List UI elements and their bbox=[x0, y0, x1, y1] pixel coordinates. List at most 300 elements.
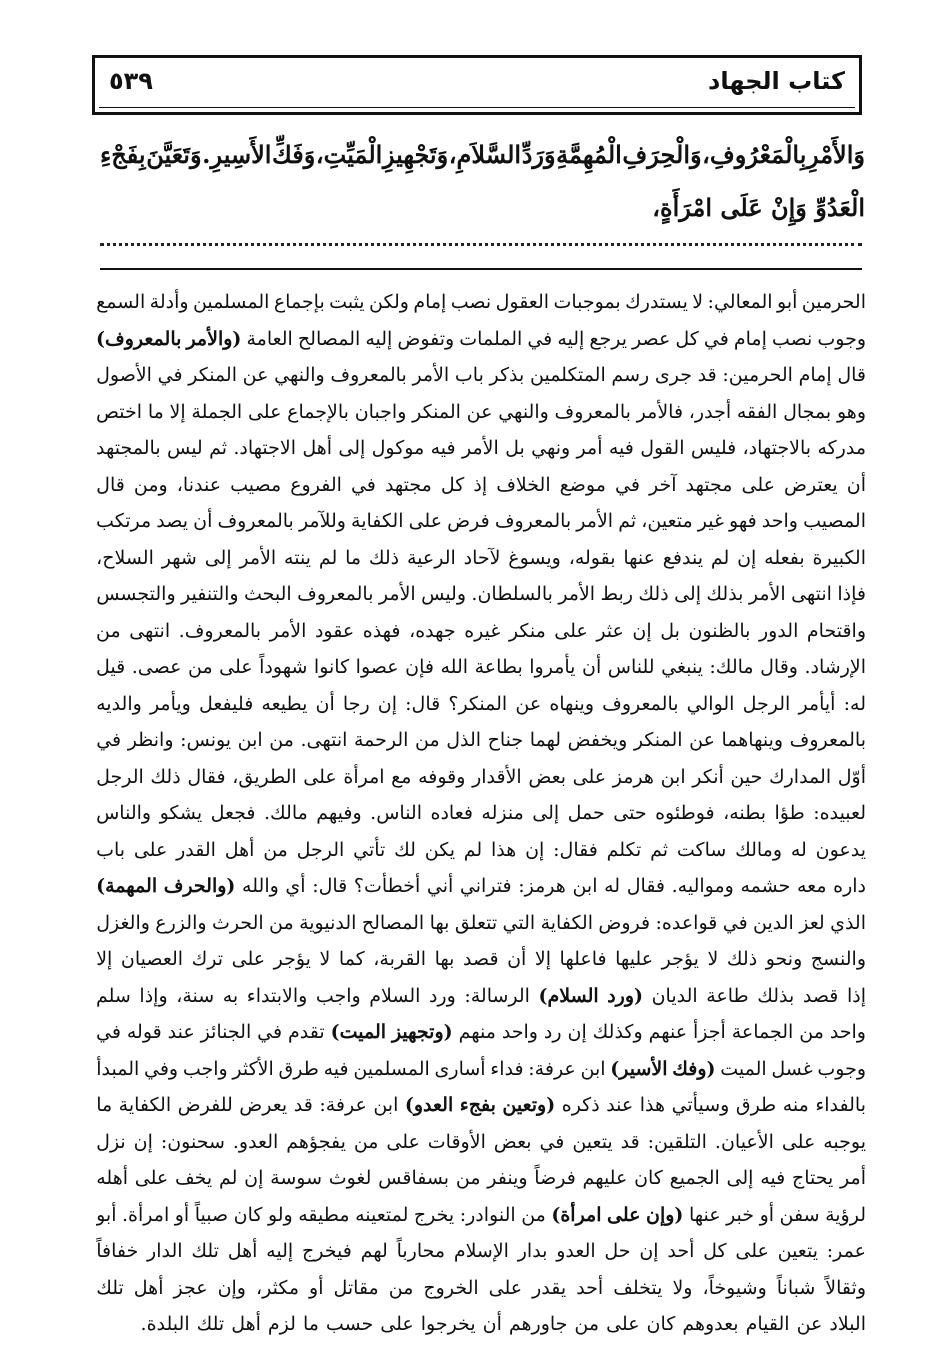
commentary-word: يندفع bbox=[662, 546, 703, 569]
commentary-word: بطاعة bbox=[474, 656, 523, 678]
commentary-line bbox=[96, 1233, 866, 1270]
commentary-word: قد bbox=[293, 1094, 313, 1116]
commentary-word: غسل bbox=[771, 1057, 813, 1080]
commentary-word: إن bbox=[525, 838, 545, 861]
commentary-word: فهو bbox=[729, 510, 757, 532]
commentary-word: وسيأتي bbox=[671, 1094, 730, 1116]
commentary-word: من bbox=[521, 1203, 546, 1226]
commentary-line bbox=[96, 686, 866, 723]
commentary-word: في bbox=[703, 327, 729, 350]
commentary-word: بالمعروف bbox=[554, 400, 631, 423]
commentary-word: الدين bbox=[753, 911, 794, 934]
commentary-word: ثم bbox=[618, 510, 637, 532]
main-text-word: وَرَدِّ bbox=[521, 140, 556, 169]
commentary-word: وليس bbox=[421, 583, 467, 605]
commentary-word: وإن bbox=[217, 1276, 246, 1299]
commentary-word: كان bbox=[646, 1313, 676, 1335]
main-text-word: وَالْحِرَفِ bbox=[622, 140, 702, 169]
commentary-word: معه bbox=[796, 875, 827, 897]
commentary-highlight-word: السلام) bbox=[538, 984, 599, 1007]
commentary-word: الجميع bbox=[669, 1167, 720, 1189]
commentary-word: في bbox=[157, 364, 183, 386]
commentary-word: إن bbox=[244, 1167, 264, 1189]
commentary-word: ورد bbox=[428, 984, 456, 1007]
commentary-word: أهل bbox=[231, 1313, 261, 1335]
commentary-word: لا bbox=[692, 291, 704, 313]
commentary-line bbox=[96, 1051, 866, 1088]
commentary-word: لهم bbox=[360, 1240, 388, 1262]
commentary-word: بل bbox=[505, 437, 525, 459]
commentary-word: إلا bbox=[169, 400, 186, 423]
commentary-word: موكول bbox=[371, 437, 425, 459]
commentary-word: التلقين: bbox=[647, 1130, 707, 1153]
commentary-rule bbox=[100, 268, 862, 270]
commentary-word: أن bbox=[507, 948, 527, 970]
commentary-word: يخرج bbox=[413, 1203, 455, 1226]
commentary-highlight-word: (وتعين bbox=[502, 1094, 556, 1116]
commentary-word: في bbox=[257, 1021, 283, 1043]
commentary-word: البلاد bbox=[829, 1313, 866, 1335]
commentary-word: ومالك bbox=[735, 838, 783, 861]
commentary-highlight-word: بفجء bbox=[459, 1094, 496, 1116]
commentary-word: ويأمر bbox=[149, 692, 191, 715]
commentary-word: على bbox=[488, 1276, 523, 1299]
commentary-word: فقال bbox=[626, 875, 666, 897]
commentary-word: الكفاية bbox=[540, 911, 593, 934]
commentary-word: وقوفه bbox=[418, 765, 466, 788]
commentary-word: لمتعينه bbox=[355, 1203, 409, 1226]
commentary-word: فيه bbox=[323, 1057, 349, 1080]
commentary-word: بالمعروف bbox=[297, 583, 374, 605]
commentary-word: البلدة. bbox=[140, 1313, 190, 1335]
commentary-word: تلك bbox=[96, 1276, 124, 1299]
commentary-line bbox=[96, 941, 866, 978]
commentary-word: عند bbox=[606, 1094, 634, 1116]
commentary-word: يدعون bbox=[815, 838, 866, 861]
commentary-word: القربة، bbox=[373, 948, 427, 970]
commentary-word: في bbox=[96, 1021, 121, 1043]
commentary-word: بالمعروف bbox=[494, 510, 572, 532]
commentary-word: يعرض bbox=[239, 1094, 288, 1116]
commentary-word: عن bbox=[466, 400, 493, 423]
commentary-line bbox=[96, 1087, 866, 1124]
commentary-line bbox=[96, 759, 866, 796]
main-text-line: الْعَدُوِّ وَإِنْ عَلَى امْرَأَةٍ، bbox=[652, 193, 865, 222]
commentary-word: أسارى bbox=[434, 1057, 486, 1080]
commentary-word: الدار bbox=[147, 1240, 183, 1262]
commentary-word: لآحاد bbox=[463, 546, 501, 569]
commentary-word: بقوله، bbox=[568, 546, 616, 569]
commentary-word: سنة، bbox=[176, 984, 215, 1007]
commentary-word: واجب bbox=[182, 1057, 228, 1080]
commentary-word: شهوداً bbox=[259, 656, 308, 678]
commentary-word: واحد bbox=[829, 1021, 866, 1043]
commentary-word: منهم bbox=[458, 1021, 496, 1043]
running-header-content bbox=[109, 64, 845, 98]
commentary-word: أنكر bbox=[692, 765, 724, 788]
commentary-word: وفي bbox=[143, 1057, 179, 1080]
commentary-word: أي bbox=[285, 875, 306, 897]
main-text-word: الأَسِيرِ. bbox=[202, 140, 272, 169]
commentary-word: الملمات bbox=[459, 327, 523, 350]
commentary-word: إلى bbox=[338, 437, 366, 459]
commentary-line bbox=[96, 1124, 866, 1161]
commentary-word: الرحمة bbox=[353, 729, 409, 751]
commentary-word: الرعية bbox=[406, 546, 456, 569]
commentary-word: مقاتل bbox=[333, 1276, 379, 1299]
commentary-word: ذلك bbox=[638, 583, 669, 605]
commentary-word: بذكر bbox=[489, 364, 525, 386]
commentary-word: انتهى bbox=[129, 619, 171, 642]
commentary-word: عليها bbox=[615, 948, 654, 970]
commentary-word: هرمز: bbox=[518, 875, 566, 897]
commentary-word: في bbox=[527, 327, 553, 350]
commentary-word: ثم bbox=[650, 838, 669, 861]
commentary-word: العدو bbox=[556, 1240, 596, 1262]
commentary-word: الأعيان. bbox=[714, 1130, 774, 1153]
commentary-word: ابن bbox=[237, 729, 263, 751]
commentary-word: يتخلف bbox=[613, 1276, 663, 1299]
commentary-word: أن bbox=[846, 473, 866, 496]
commentary-word: طرق bbox=[735, 1094, 777, 1116]
commentary-word: بالسلطان. bbox=[471, 583, 553, 605]
commentary-word: والابتداء bbox=[246, 984, 308, 1007]
commentary-word: ومواليه. bbox=[671, 875, 734, 897]
commentary-word: بدار bbox=[517, 1240, 548, 1262]
commentary-word: الإرشاد. bbox=[804, 656, 866, 678]
commentary-word: في bbox=[722, 911, 748, 934]
commentary-word: عمر: bbox=[826, 1240, 866, 1262]
commentary-word: مع bbox=[391, 765, 412, 788]
commentary-word: حسب bbox=[325, 1313, 374, 1335]
commentary-word: غيره bbox=[464, 619, 501, 642]
commentary-word: أو bbox=[309, 1276, 324, 1299]
commentary-highlight-word: (وإن bbox=[646, 1203, 684, 1226]
commentary-word: عنها bbox=[623, 546, 655, 569]
commentary-word: أمر bbox=[576, 437, 603, 459]
main-text-word: السَّلاَمِ، bbox=[448, 140, 522, 169]
commentary-word: أحد bbox=[667, 1240, 695, 1262]
commentary-word: لم bbox=[318, 546, 338, 569]
commentary-word: وتفوض bbox=[397, 327, 455, 350]
commentary-line bbox=[96, 467, 866, 504]
commentary-word: وفيهم bbox=[316, 802, 362, 824]
commentary-word: بعدوهم bbox=[682, 1313, 739, 1335]
commentary-word: قصد bbox=[802, 984, 839, 1007]
main-text-line bbox=[100, 128, 865, 181]
commentary-word: إن bbox=[639, 1240, 659, 1262]
commentary-word: وشيوخاً، bbox=[702, 1276, 767, 1299]
commentary-word: بعض bbox=[528, 765, 567, 788]
commentary-word: ثم bbox=[209, 437, 227, 459]
commentary-word: العصيان bbox=[120, 948, 184, 970]
commentary-word: الرجل bbox=[296, 838, 345, 861]
commentary-word: مكثر، bbox=[255, 1276, 300, 1299]
commentary-word: إذا bbox=[846, 984, 866, 1007]
commentary-word: في bbox=[614, 473, 640, 496]
commentary-word: أن bbox=[482, 1313, 502, 1335]
commentary-word: والله bbox=[242, 875, 279, 897]
commentary-word: القدر bbox=[176, 838, 216, 861]
commentary-word: جرى bbox=[654, 364, 692, 386]
commentary-word: القول bbox=[640, 437, 685, 459]
commentary-word: من bbox=[799, 1021, 824, 1043]
commentary-word: ما bbox=[147, 400, 164, 423]
commentary-word: أهل bbox=[227, 1240, 258, 1262]
commentary-line bbox=[96, 1306, 866, 1343]
commentary-word: في bbox=[96, 729, 122, 751]
commentary-word: تلك bbox=[196, 1313, 225, 1335]
commentary-word: المتكلمين bbox=[530, 364, 606, 386]
commentary-word: من bbox=[269, 729, 294, 751]
commentary-word: فيه bbox=[608, 437, 634, 459]
commentary-word: بالظنون bbox=[688, 619, 751, 642]
commentary-word: المصيب bbox=[803, 510, 866, 532]
commentary-word: وللآمر bbox=[298, 510, 346, 532]
commentary-word: عن bbox=[242, 364, 269, 386]
commentary-word: والغزل bbox=[96, 911, 150, 934]
commentary-word: السلاح، bbox=[96, 546, 154, 569]
commentary-line bbox=[96, 978, 866, 1015]
commentary-word: سفن bbox=[779, 1203, 820, 1226]
commentary-word: والنسج bbox=[810, 948, 866, 970]
commentary-highlight-word: العدو) bbox=[404, 1094, 454, 1116]
commentary-word: أبو bbox=[96, 1203, 117, 1226]
commentary-line bbox=[96, 357, 866, 394]
commentary-word: من bbox=[263, 838, 288, 861]
commentary-word: من bbox=[187, 656, 213, 678]
commentary-word: الكفاية bbox=[351, 510, 404, 532]
commentary-word: طؤا bbox=[774, 802, 805, 824]
commentary-word: فوطئوه bbox=[655, 802, 715, 824]
commentary-word: الناس. bbox=[370, 802, 422, 824]
commentary-word: المعالي: bbox=[707, 291, 773, 313]
commentary-word: الإسلام bbox=[453, 1240, 509, 1262]
commentary-word: محارباً bbox=[396, 1240, 446, 1262]
commentary-word: أو bbox=[174, 1203, 190, 1226]
commentary-word: إلى bbox=[726, 1167, 754, 1189]
commentary-highlight-word: بالمعروف) bbox=[96, 327, 182, 350]
commentary-word: فيه bbox=[430, 437, 456, 459]
commentary-word: لا bbox=[707, 948, 719, 970]
commentary-word: تقدم bbox=[288, 1021, 325, 1043]
commentary-word: امرأة. bbox=[122, 1203, 170, 1226]
commentary-word: الأمر bbox=[378, 583, 416, 605]
commentary-word: أهله bbox=[96, 1167, 129, 1189]
commentary-highlight-word: المهمة) bbox=[96, 875, 158, 897]
commentary-word: لزم bbox=[267, 1313, 296, 1335]
commentary-highlight-word: (والأمر bbox=[186, 327, 242, 350]
commentary-word: من bbox=[574, 1313, 600, 1335]
commentary-highlight-word: (والحرف bbox=[163, 875, 236, 897]
commentary-word: لغوث bbox=[328, 1167, 372, 1189]
commentary-word: قد bbox=[620, 1130, 640, 1153]
commentary-highlight-word: على bbox=[607, 1203, 641, 1226]
commentary-word: وإذا bbox=[139, 984, 168, 1007]
commentary-word: مجتهد bbox=[384, 473, 432, 496]
commentary-word: ينبغي bbox=[661, 656, 703, 678]
commentary-word: رسم bbox=[611, 364, 650, 386]
commentary-word: الأمر bbox=[461, 437, 499, 459]
commentary-word: وهو bbox=[836, 400, 866, 423]
commentary-word: به bbox=[222, 984, 239, 1007]
commentary-word: خبر bbox=[726, 1203, 755, 1226]
commentary-word: الدور bbox=[758, 619, 799, 642]
commentary-word: المسلمين bbox=[192, 291, 270, 313]
commentary-word: وينفر bbox=[487, 1167, 528, 1189]
commentary-word: الأمر bbox=[269, 619, 307, 642]
commentary-word: بالمعروف bbox=[789, 729, 866, 751]
commentary-word: مرتكب bbox=[96, 510, 152, 532]
commentary-word: على bbox=[735, 1240, 769, 1262]
commentary-word: بها bbox=[429, 911, 450, 934]
main-text bbox=[100, 128, 865, 234]
commentary-word: العقول bbox=[495, 291, 550, 313]
commentary-word: حين bbox=[730, 765, 763, 788]
commentary-word: وجوب bbox=[817, 1057, 866, 1080]
commentary-word: من bbox=[353, 1130, 379, 1153]
commentary-word: أني bbox=[426, 875, 454, 897]
commentary-word: باب bbox=[454, 364, 484, 386]
commentary-word: يثبت bbox=[329, 291, 365, 313]
main-text-word: وَتَعَيَّنَ bbox=[146, 140, 202, 169]
commentary-word: عند bbox=[167, 1021, 195, 1043]
commentary-word: المبدأ bbox=[96, 1057, 140, 1080]
commentary-line bbox=[96, 284, 866, 321]
commentary-word: بسفاقس bbox=[378, 1167, 450, 1189]
commentary-word: بالمعروف bbox=[217, 510, 294, 532]
commentary-word: وينهاه bbox=[549, 692, 595, 715]
commentary-word: إلا bbox=[534, 948, 551, 970]
commentary-word: على bbox=[606, 1313, 640, 1335]
commentary-word: يتعين bbox=[777, 1240, 818, 1262]
commentary-highlight-word: امرأة) bbox=[551, 1203, 602, 1226]
commentary-word: على bbox=[231, 948, 266, 970]
commentary-word: الأقدار bbox=[472, 765, 522, 788]
commentary-word: وكذلك bbox=[592, 1021, 643, 1043]
commentary-word: بذلك bbox=[706, 583, 744, 605]
commentary-word: المنكر bbox=[412, 400, 461, 423]
commentary-word: الذل bbox=[446, 729, 482, 751]
commentary-word: من bbox=[388, 1276, 414, 1299]
commentary-word: أن bbox=[315, 692, 335, 715]
commentary-word: كان bbox=[233, 1203, 263, 1226]
commentary-word: في bbox=[350, 473, 376, 496]
commentary-highlight-word: (وتجهيز bbox=[391, 1021, 453, 1043]
commentary-word: الميت bbox=[720, 1057, 767, 1080]
commentary-word: قال bbox=[837, 364, 866, 386]
commentary-word: آخر bbox=[648, 473, 677, 496]
commentary-word: عليهم bbox=[582, 1167, 628, 1189]
commentary-word: ذلك bbox=[150, 765, 181, 788]
commentary-word: المسلمين bbox=[353, 1057, 430, 1080]
commentary-word: وينهاهما bbox=[721, 729, 784, 751]
main-text-word: وَفَكِّ bbox=[272, 140, 316, 169]
commentary-word: مالك. bbox=[263, 802, 308, 824]
commentary-word: سحنون: bbox=[160, 1130, 225, 1153]
commentary-word: لم bbox=[710, 546, 730, 569]
commentary-word: الكبيرة bbox=[812, 546, 866, 569]
commentary-word: أبو bbox=[777, 291, 798, 313]
commentary-word: من bbox=[269, 911, 294, 934]
commentary-word: يصد bbox=[156, 510, 189, 532]
commentary-word: باب bbox=[96, 838, 126, 861]
commentary-word: إلى bbox=[204, 546, 232, 569]
commentary-word: تلك bbox=[191, 1240, 219, 1262]
commentary-word: على bbox=[781, 1130, 816, 1153]
commentary-word: ولو bbox=[267, 1203, 293, 1226]
commentary-word: على bbox=[134, 1167, 169, 1189]
commentary-highlight-word: (ورد bbox=[607, 984, 644, 1007]
commentary-word: هذا bbox=[639, 1094, 666, 1116]
commentary-word: إن bbox=[133, 1130, 153, 1153]
commentary-word: حمل bbox=[567, 802, 605, 824]
commentary-word: بموجبات bbox=[553, 291, 621, 313]
commentary-word: يوجبه bbox=[823, 1130, 866, 1153]
commentary-word: أو bbox=[759, 1203, 775, 1226]
commentary-word: بمجال bbox=[783, 400, 832, 423]
commentary-word: كل bbox=[675, 327, 699, 350]
commentary-word: الله bbox=[440, 656, 469, 678]
commentary-word: ويسوغ bbox=[508, 546, 561, 569]
commentary-word: يؤجر bbox=[273, 948, 311, 970]
commentary-word: على bbox=[572, 765, 607, 788]
commentary-text bbox=[96, 284, 866, 1343]
commentary-word: فيخرج bbox=[301, 1240, 352, 1262]
commentary-word: المنكر bbox=[188, 364, 237, 386]
commentary-word: فليس bbox=[690, 437, 737, 459]
commentary-word: الرجل bbox=[742, 692, 791, 715]
commentary-word: يستدرك bbox=[625, 291, 688, 313]
commentary-word: داره bbox=[833, 875, 866, 897]
commentary-word: إليه bbox=[365, 327, 393, 350]
commentary-word: ينته bbox=[284, 546, 311, 569]
commentary-word: ولكن bbox=[369, 291, 409, 313]
commentary-word: أمر bbox=[840, 1167, 866, 1189]
commentary-word: حل bbox=[604, 1240, 631, 1262]
commentary-word: الحرمين: bbox=[722, 364, 793, 386]
commentary-word: مدركه bbox=[817, 437, 866, 459]
commentary-word: إن bbox=[737, 546, 757, 569]
commentary-word: لهما bbox=[529, 729, 562, 751]
commentary-word: والتنفير bbox=[181, 583, 239, 605]
commentary-word: الأمر bbox=[748, 583, 786, 605]
commentary-word: اختص bbox=[96, 400, 143, 423]
commentary-word: لعبيده: bbox=[813, 802, 866, 824]
commentary-word: ذكره bbox=[561, 1094, 600, 1116]
commentary-word: ما bbox=[345, 546, 362, 569]
commentary-word: غير bbox=[697, 510, 724, 532]
commentary-highlight-word: (وفك bbox=[672, 1057, 716, 1080]
commentary-word: عجز bbox=[173, 1276, 208, 1299]
main-text-word: وَالأَمْرِ bbox=[806, 140, 865, 169]
commentary-word: عصوا bbox=[355, 656, 399, 678]
commentary-word: يخف bbox=[174, 1167, 213, 1189]
commentary-highlight-word: الميت) bbox=[330, 1021, 387, 1043]
commentary-word: مطيقه bbox=[298, 1203, 350, 1226]
commentary-word: بالمجتهد bbox=[96, 437, 161, 459]
commentary-word: مالك: bbox=[709, 656, 754, 678]
commentary-word: فقال: bbox=[553, 838, 598, 861]
commentary-word: بالإجماع bbox=[287, 400, 349, 423]
commentary-word: والتجسس bbox=[96, 583, 176, 605]
commentary-word: إلى bbox=[532, 802, 560, 824]
commentary-line bbox=[96, 795, 866, 832]
commentary-line bbox=[96, 1270, 866, 1307]
main-text-word: بِالْمَعْرُوفِ، bbox=[702, 140, 807, 169]
commentary-word: أن bbox=[582, 656, 602, 678]
commentary-word: انتهى. bbox=[300, 729, 348, 751]
